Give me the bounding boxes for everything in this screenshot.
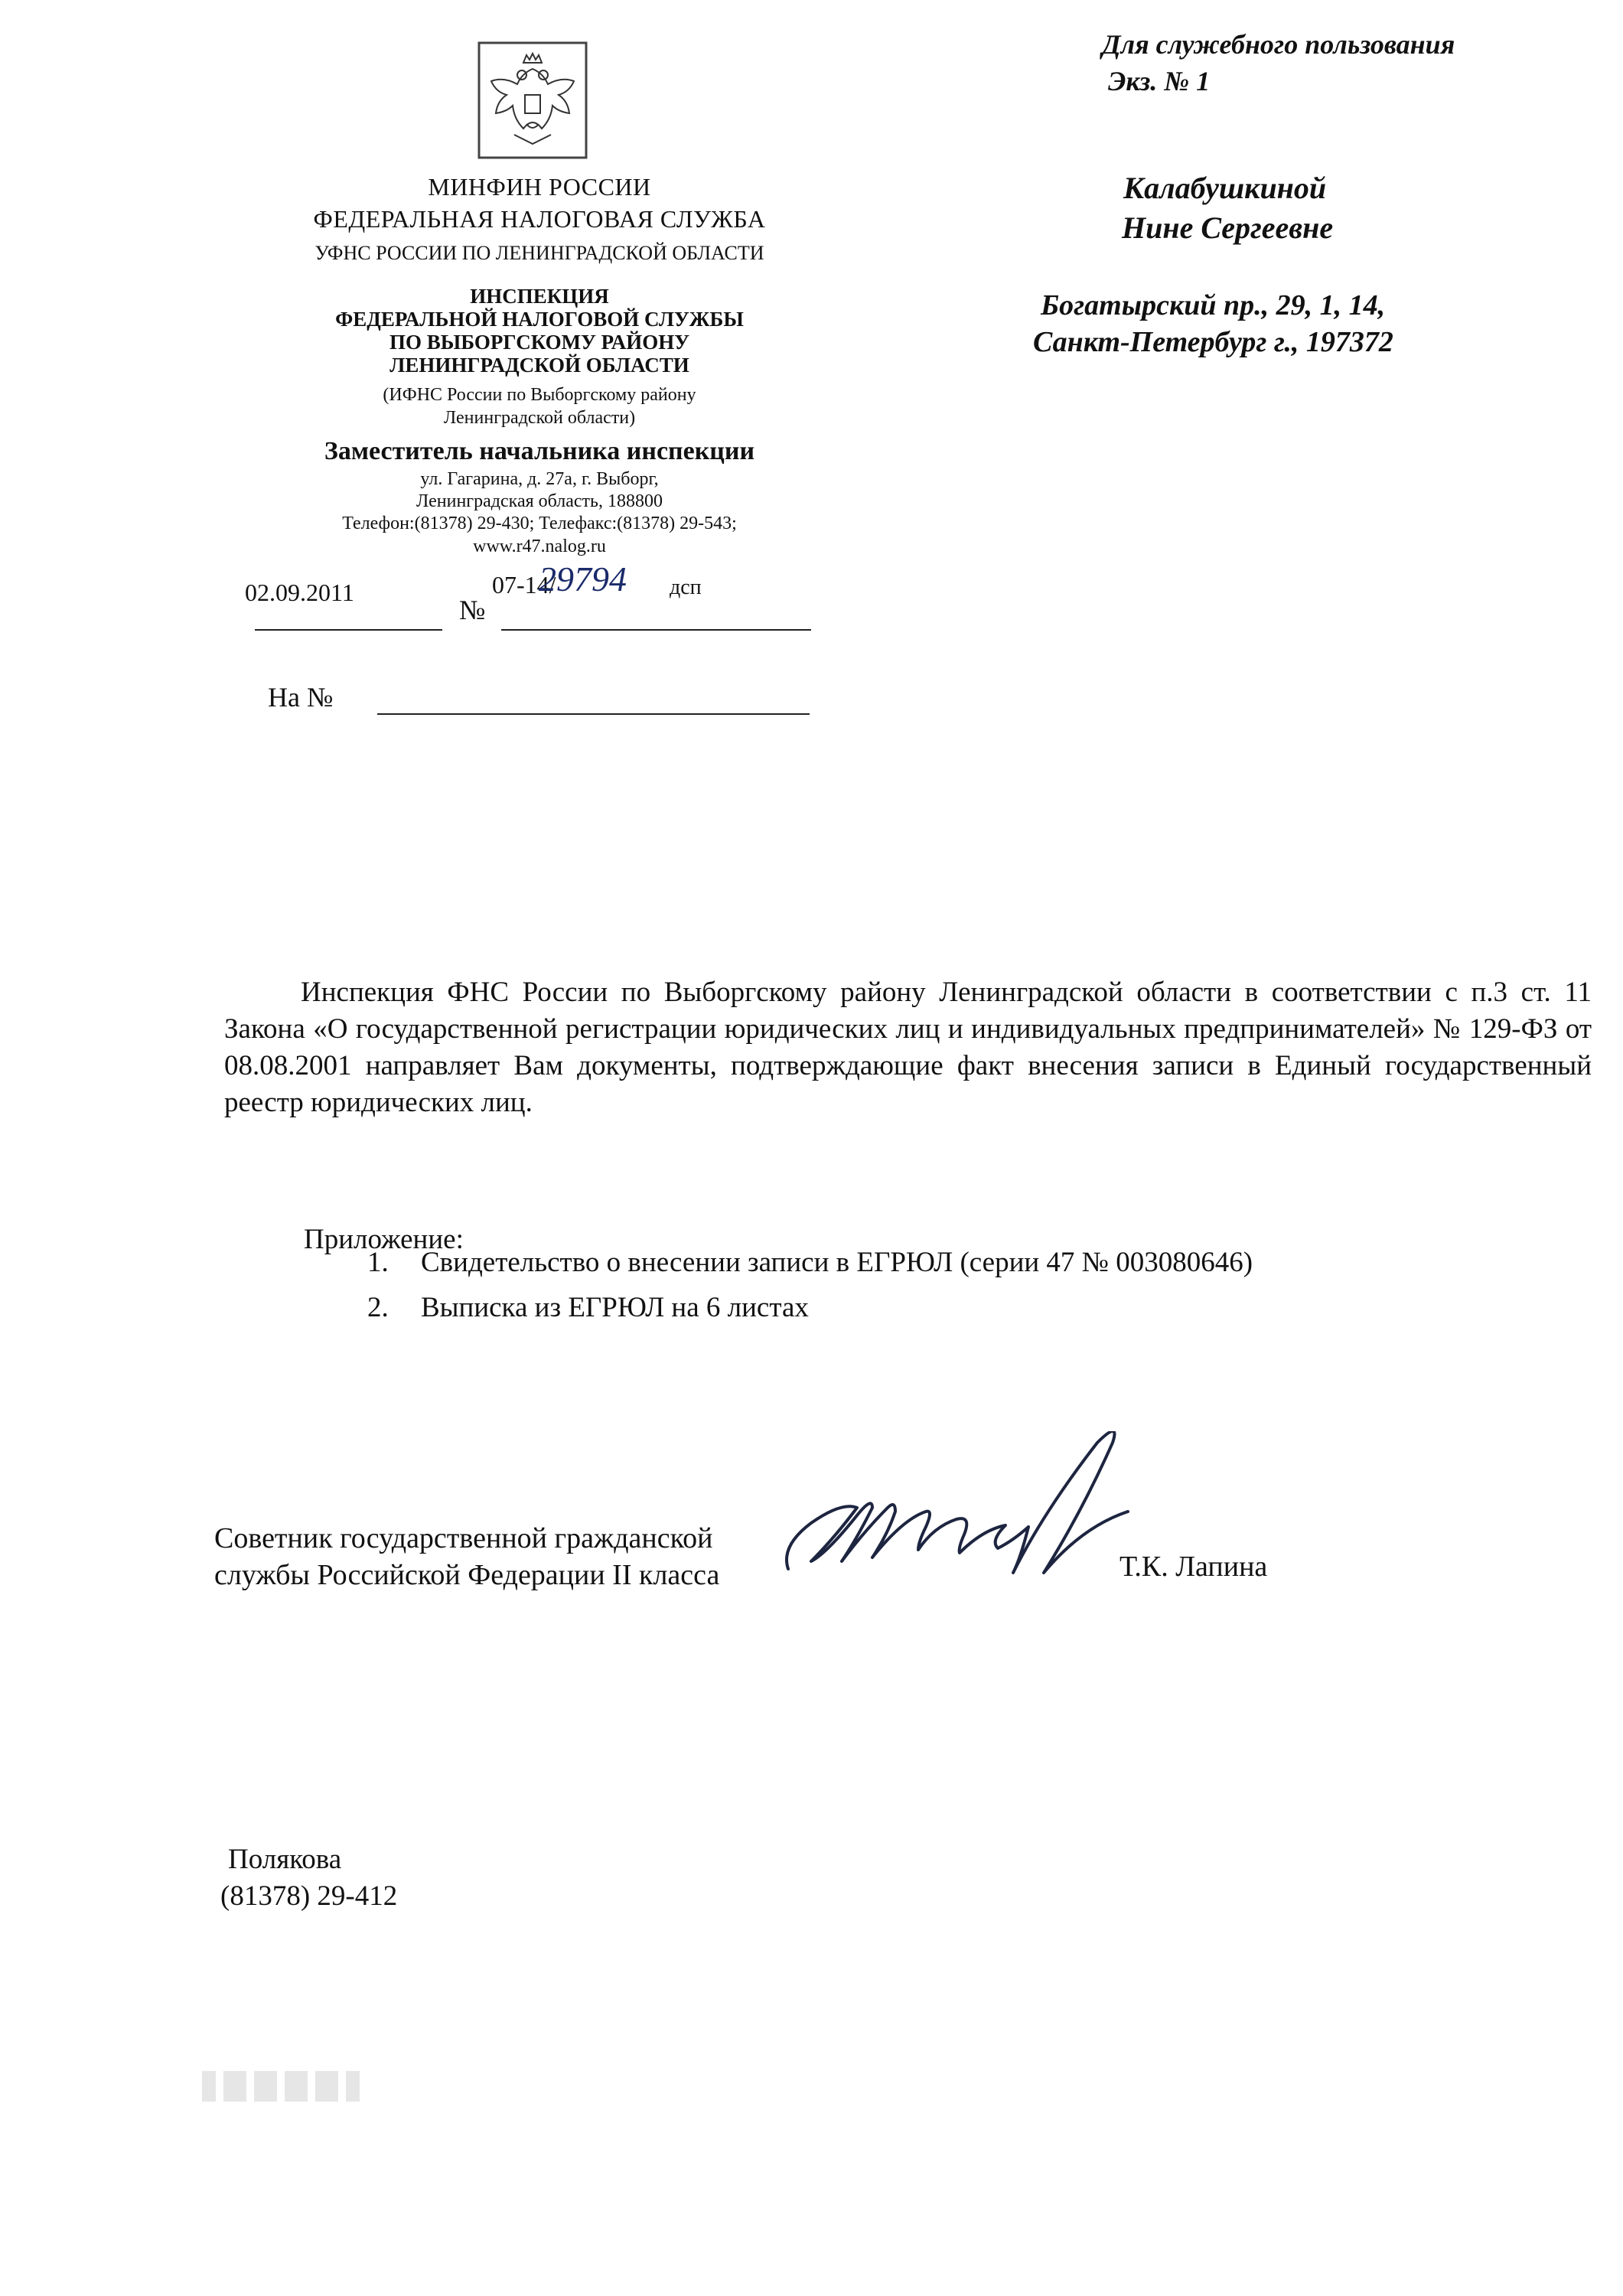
- inspection-name-line-4: ЛЕНИНГРАДСКОЙ ОБЛАСТИ: [389, 354, 689, 377]
- number-sign: №: [459, 595, 486, 625]
- registration-date: 02.09.2011: [245, 579, 354, 606]
- deputy-title: Заместитель начальника инспекции: [324, 437, 755, 465]
- sender-website: www.r47.nalog.ru: [473, 536, 606, 556]
- executor-name: Полякова: [228, 1844, 342, 1875]
- signer-position-line-1: Советник государственной гражданской: [214, 1522, 713, 1554]
- attachment-text: Выписка из ЕГРЮЛ на 6 листах: [421, 1292, 809, 1323]
- inspection-name-line-2: ФЕДЕРАЛЬНОЙ НАЛОГОВОЙ СЛУЖБЫ: [335, 308, 744, 331]
- reply-to-label: На №: [268, 682, 334, 713]
- signer-position-line-2: службы Российской Федерации II класса: [214, 1559, 720, 1591]
- body-paragraph: Инспекция ФНС России по Выборгскому району Ленинградской области в соответствии с п.3 ст. 11 Закона «О государственной регистрации юридических лиц и индивидуальных предпринимателей» № 129-ФЗ от 08.08.2001 направляет Вам документы, подтверждающие факт внесения записи в Единый государственный реестр юридических лиц.: [224, 977, 1592, 1118]
- attachments-label: Приложение:: [304, 1224, 464, 1255]
- sender-ministry: МИНФИН РОССИИ: [428, 173, 651, 201]
- registration-number-suffix: дсп: [670, 576, 702, 599]
- attachment-number: 2.: [367, 1292, 389, 1323]
- inspection-short-name-line-2: Ленинградской области): [443, 408, 636, 428]
- date-underline: [255, 629, 442, 631]
- recipient-address-line-2: Санкт-Петербург г., 197372: [1033, 326, 1393, 358]
- inspection-name-line-1: ИНСПЕКЦИЯ: [470, 285, 609, 308]
- handwritten-signature-icon: [765, 1431, 1240, 1615]
- attachment-item: [367, 1291, 809, 1324]
- classification-line-1: Для служебного пользования: [1102, 29, 1455, 60]
- attachment-text: Свидетельство о внесении записи в ЕГРЮЛ (серии 47 № 003080646): [421, 1247, 1253, 1278]
- sender-address-line-1: ул. Гагарина, д. 27а, г. Выборг,: [420, 469, 659, 489]
- inspection-short-name-line-1: (ИФНС России по Выборгскому району: [383, 385, 696, 405]
- attachment-item: [367, 1246, 1253, 1279]
- reply-to-underline: [377, 713, 810, 715]
- classification-line-2: Экз. № 1: [1108, 66, 1211, 96]
- recipient-name-line-2: Нине Сергеевне: [1122, 210, 1334, 245]
- executor-phone: (81378) 29-412: [220, 1880, 398, 1912]
- attachment-number: 1.: [367, 1247, 389, 1278]
- signer-name: Т.К. Лапина: [1119, 1551, 1268, 1583]
- faint-stamp-icon: [197, 2063, 366, 2109]
- registration-number-handwritten: 29794: [539, 559, 627, 598]
- sender-department: УФНС РОССИИ ПО ЛЕНИНГРАДСКОЙ ОБЛАСТИ: [314, 242, 764, 264]
- registration-number-prefix: 07-14/: [492, 571, 556, 598]
- sender-address-line-2: Ленинградская область, 188800: [416, 491, 663, 511]
- russian-coat-of-arms-icon: [476, 40, 589, 161]
- inspection-name-line-3: ПО ВЫБОРГСКОМУ РАЙОНУ: [389, 331, 690, 354]
- recipient-address-line-1: Богатырский пр., 29, 1, 14,: [1041, 289, 1386, 321]
- recipient-name-line-1: Калабушкиной: [1123, 171, 1327, 205]
- sender-service: ФЕДЕРАЛЬНАЯ НАЛОГОВАЯ СЛУЖБА: [313, 205, 766, 233]
- sender-phone: Телефон:(81378) 29-430; Телефакс:(81378) 29-543;: [342, 514, 737, 533]
- number-underline: [501, 629, 811, 631]
